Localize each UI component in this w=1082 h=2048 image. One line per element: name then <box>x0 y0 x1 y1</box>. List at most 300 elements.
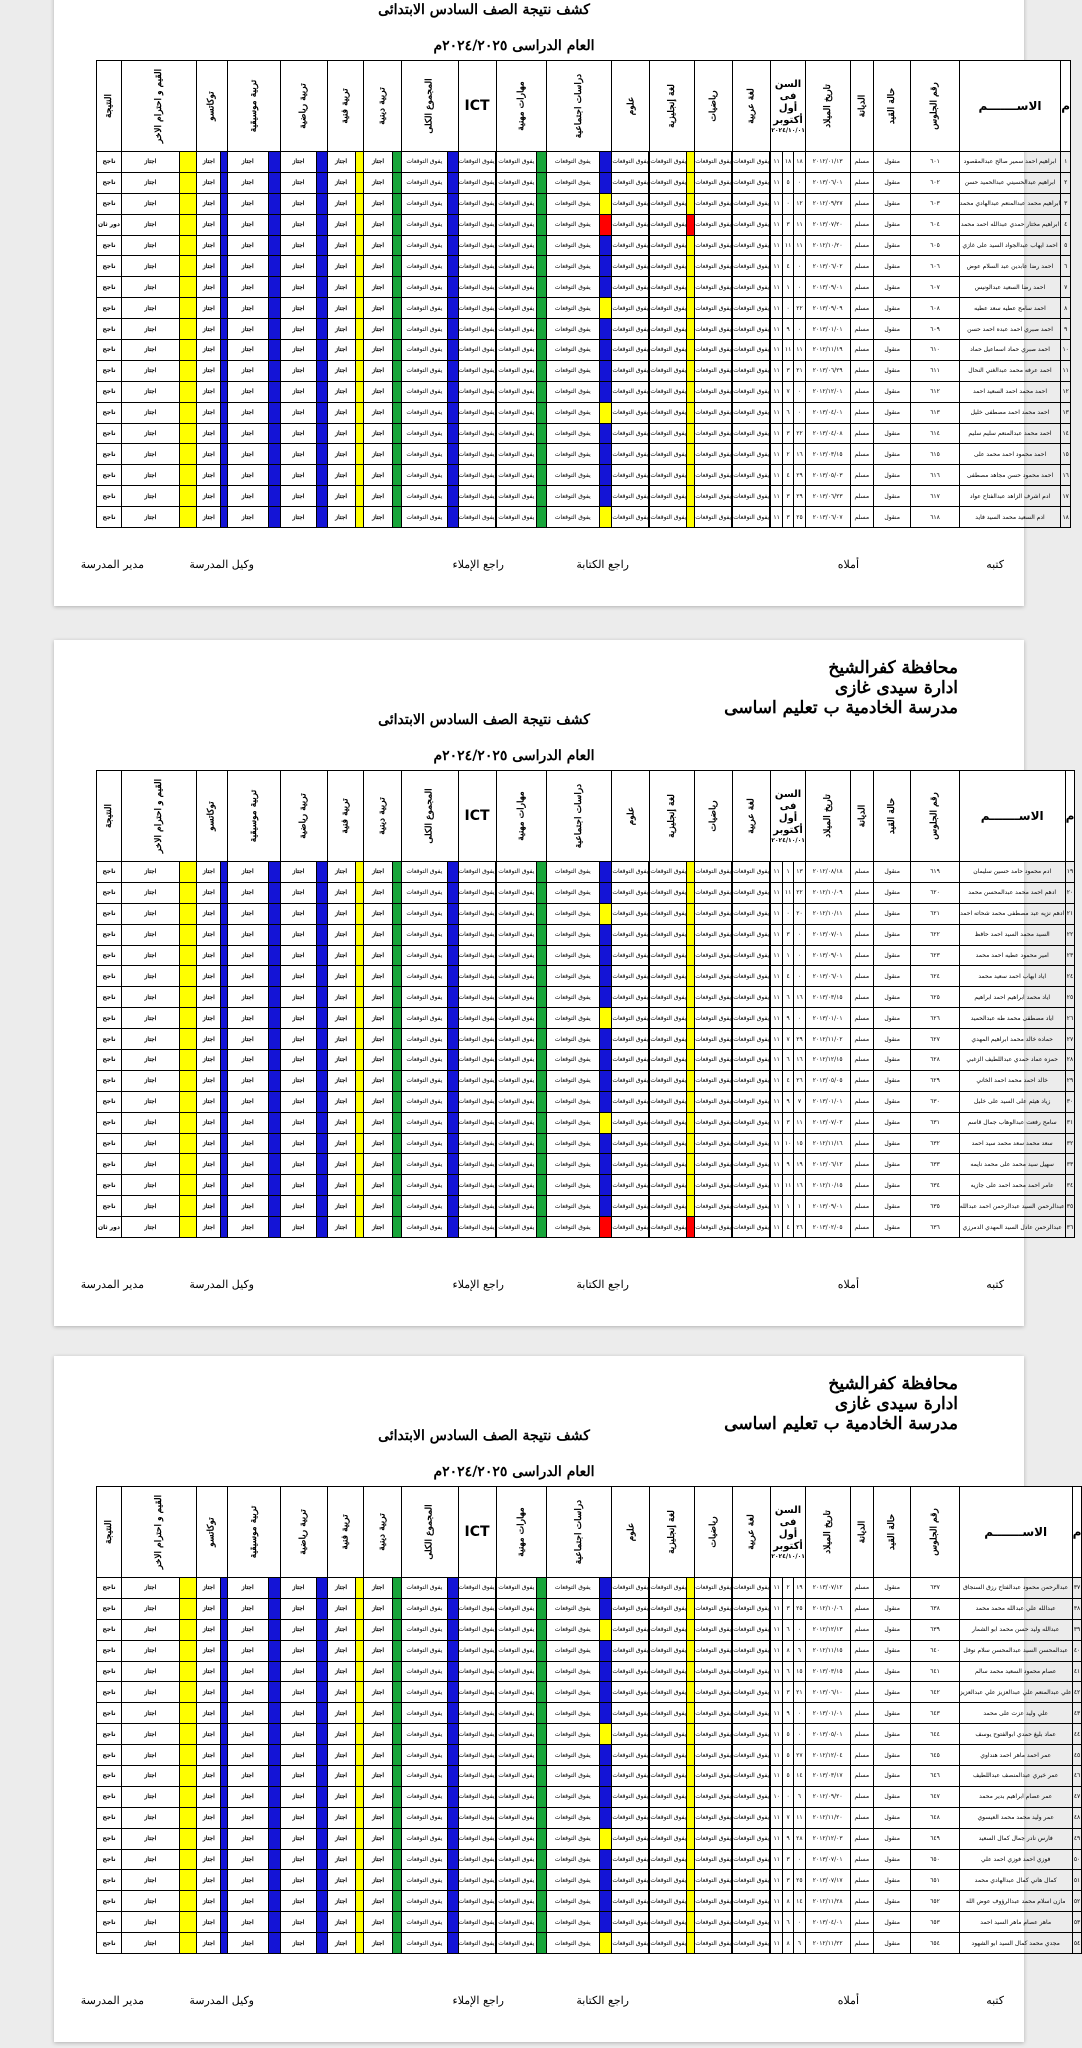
cell-grade-math: يفوق التوقعات <box>695 360 732 381</box>
cell-pass-art: اجتاز <box>327 1112 355 1133</box>
cell-grade-total: يفوق التوقعات <box>402 256 447 277</box>
cell-serial: ١٢ <box>1061 381 1071 402</box>
grade-strip <box>179 1578 196 1599</box>
cell-status: منقول <box>874 1745 911 1766</box>
cell-pass-values: اجتاز <box>122 319 180 340</box>
grade-strip <box>687 1070 695 1091</box>
cell-pass-art: اجتاز <box>327 486 355 507</box>
grade-strip <box>316 1891 327 1912</box>
cell-pass-values: اجتاز <box>122 966 180 987</box>
grade-strip <box>495 1070 496 1091</box>
grade-strip <box>770 1745 771 1766</box>
grade-strip <box>599 924 612 945</box>
cell-grade-science: يفوق التوقعات <box>612 214 649 235</box>
grade-strip <box>495 1175 496 1196</box>
grade-strip <box>268 1703 280 1724</box>
cell-grade-english: يفوق التوقعات <box>650 1050 687 1071</box>
cell-grade-skills: يفوق التوقعات <box>496 402 537 423</box>
col-result: النتيجة <box>97 61 122 152</box>
cell-grade-science: يفوق التوقعات <box>612 1050 649 1071</box>
cell-grade-ict: يفوق التوقعات <box>458 381 495 402</box>
cell-pass-tokatsu: اجتاز <box>197 1828 221 1849</box>
grade-strip <box>495 1724 496 1745</box>
cell-grade-science: يفوق التوقعات <box>612 1175 649 1196</box>
cell-seat: ٦٢٠ <box>911 882 959 903</box>
col-serial: م <box>1072 1487 1082 1578</box>
cell-pass-values: اجتاز <box>122 1619 180 1640</box>
grade-strip <box>316 862 327 883</box>
cell-status: منقول <box>874 214 911 235</box>
cell-grade-english: يفوق التوقعات <box>650 172 687 193</box>
cell-birth: ٢٠١٢/١٢/٠١ <box>805 381 850 402</box>
cell-birth: ٢٠١٣/٠٩/٠١ <box>805 945 850 966</box>
grade-strip <box>179 1217 196 1238</box>
cell-grade-english: يفوق التوقعات <box>650 1703 687 1724</box>
col-tokatsu: توكاتسو <box>197 771 227 862</box>
grade-strip <box>316 1870 327 1891</box>
cell-age-years: ١١ <box>771 1933 783 1954</box>
cell-grade-total: يفوق التوقعات <box>402 966 447 987</box>
cell-status: منقول <box>874 423 911 444</box>
cell-grade-science: يفوق التوقعات <box>612 1598 649 1619</box>
grade-strip <box>268 924 280 945</box>
cell-pass-religious: اجتاز <box>363 1070 393 1091</box>
cell-grade-arabic: يفوق التوقعات <box>733 152 770 173</box>
grade-strip <box>770 360 771 381</box>
grade-strip <box>599 235 612 256</box>
cell-name: ابراهيم محمد عبدالمنعم عبدالهادي محمد <box>959 193 1061 214</box>
cell-age-years: ١١ <box>771 1703 783 1724</box>
grade-strip <box>355 882 363 903</box>
grade-strip <box>179 1933 196 1954</box>
cell-grade-skills: يفوق التوقعات <box>496 444 537 465</box>
grade-strip <box>537 862 547 883</box>
footer-dictation-review: راجع الإملاء <box>452 558 504 571</box>
cell-serial: ٧ <box>1061 277 1071 298</box>
grade-strip <box>221 945 227 966</box>
cell-grade-arabic: يفوق التوقعات <box>733 1112 770 1133</box>
grade-strip <box>495 1029 496 1050</box>
cell-pass-sport: اجتاز <box>281 1912 317 1933</box>
cell-name: احمد سامح عطيه سعد عطيه <box>959 298 1061 319</box>
table-row <box>97 1682 1082 1703</box>
cell-grade-math: يفوق التوقعات <box>695 1091 732 1112</box>
cell-serial: ٤٠ <box>1072 1640 1082 1661</box>
cell-grade-ict: يفوق التوقعات <box>458 1724 495 1745</box>
grade-strip <box>537 1870 547 1891</box>
grade-strip <box>495 193 496 214</box>
grade-strip <box>447 402 458 423</box>
cell-grade-science: يفوق التوقعات <box>612 298 649 319</box>
grade-strip <box>316 235 327 256</box>
cell-age-days: ١١ <box>794 235 806 256</box>
cell-grade-arabic: يفوق التوقعات <box>733 381 770 402</box>
cell-religion: مسلم <box>850 1133 874 1154</box>
cell-grade-math: يفوق التوقعات <box>695 1807 732 1828</box>
grade-strip <box>316 1154 327 1175</box>
cell-pass-religious: اجتاز <box>363 507 393 528</box>
cell-grade-ict: يفوق التوقعات <box>458 924 495 945</box>
cell-grade-total: يفوق التوقعات <box>402 1933 447 1954</box>
cell-grade-arabic: يفوق التوقعات <box>733 1091 770 1112</box>
cell-grade-total: يفوق التوقعات <box>402 1217 447 1238</box>
cell-grade-social: يفوق التوقعات <box>546 402 599 423</box>
cell-status: منقول <box>874 1217 911 1238</box>
col-values: القيم و احترام الاخر <box>122 1487 197 1578</box>
cell-grade-ict: يفوق التوقعات <box>458 402 495 423</box>
cell-serial: ١١ <box>1061 360 1071 381</box>
cell-age-months: ٣ <box>783 486 794 507</box>
cell-pass-tokatsu: اجتاز <box>197 319 221 340</box>
cell-grade-math: يفوق التوقعات <box>695 1661 732 1682</box>
cell-seat: ٦٤٦ <box>911 1766 959 1787</box>
grade-strip <box>268 1578 280 1599</box>
cell-grade-english: يفوق التوقعات <box>650 423 687 444</box>
cell-grade-science: يفوق التوقعات <box>612 1578 649 1599</box>
cell-grade-science: يفوق التوقعات <box>612 507 649 528</box>
grade-strip <box>221 1578 227 1599</box>
footer-writing-review: راجع الكتابة <box>576 1278 629 1291</box>
cell-age-days: ١٦ <box>794 1050 806 1071</box>
grade-strip <box>179 924 196 945</box>
cell-seat: ٦٠٢ <box>911 172 959 193</box>
cell-grade-total: يفوق التوقعات <box>402 340 447 361</box>
cell-grade-total: يفوق التوقعات <box>402 1196 447 1217</box>
grade-strip <box>687 486 695 507</box>
cell-grade-science: يفوق التوقعات <box>612 1891 649 1912</box>
cell-pass-tokatsu: اجتاز <box>197 1682 221 1703</box>
cell-seat: ٦٠٤ <box>911 214 959 235</box>
cell-grade-total: يفوق التوقعات <box>402 360 447 381</box>
grade-strip <box>268 1154 280 1175</box>
cell-pass-art: اجتاز <box>327 1217 355 1238</box>
cell-birth: ٢٠١٣/٠١/٠١ <box>805 1008 850 1029</box>
grade-strip <box>316 193 327 214</box>
cell-age-months: ٤ <box>783 256 794 277</box>
cell-birth: ٢٠١٣/٠٤/٠١ <box>805 402 850 423</box>
cell-grade-science: يفوق التوقعات <box>612 1703 649 1724</box>
cell-result: دور ثان <box>97 214 122 235</box>
cell-religion: مسلم <box>850 1154 874 1175</box>
cell-grade-ict: يفوق التوقعات <box>458 298 495 319</box>
cell-grade-skills: يفوق التوقعات <box>496 1682 537 1703</box>
grade-strip <box>268 193 280 214</box>
cell-grade-math: يفوق التوقعات <box>695 966 732 987</box>
cell-birth: ٢٠١٢/١٢/١٥ <box>805 1050 850 1071</box>
cell-result: ناجح <box>97 172 122 193</box>
cell-age-days: ١ <box>794 1196 806 1217</box>
cell-pass-tokatsu: اجتاز <box>197 486 221 507</box>
grade-strip <box>495 1891 496 1912</box>
cell-age-months: ٥ <box>783 1745 794 1766</box>
col-music: تربية موسيقية <box>227 1487 280 1578</box>
col-skills: مهارات مهنية <box>496 1487 546 1578</box>
cell-pass-music: اجتاز <box>227 1598 268 1619</box>
cell-grade-science: يفوق التوقعات <box>612 1807 649 1828</box>
grade-strip <box>355 1828 363 1849</box>
grade-strip <box>447 298 458 319</box>
cell-name: سهيل سيد محمد على محمد نايمه <box>959 1154 1065 1175</box>
cell-grade-math: يفوق التوقعات <box>695 256 732 277</box>
cell-birth: ٢٠١٣/٠٦/٠١ <box>805 966 850 987</box>
grade-strip <box>599 256 612 277</box>
cell-age-months: ٣ <box>783 360 794 381</box>
cell-result: ناجح <box>97 152 122 173</box>
cell-age-years: ١١ <box>771 1070 783 1091</box>
cell-seat: ٦٣٢ <box>911 1133 959 1154</box>
grade-strip <box>447 1050 458 1071</box>
cell-age-years: ١١ <box>771 903 783 924</box>
grade-strip <box>599 172 612 193</box>
cell-religion: مسلم <box>850 235 874 256</box>
cell-age-months: ١١ <box>783 235 794 256</box>
cell-seat: ٦٤٥ <box>911 1745 959 1766</box>
cell-birth: ٢٠١٣/٠٩/٠٩ <box>805 298 850 319</box>
grade-strip <box>221 924 227 945</box>
grade-strip <box>687 1745 695 1766</box>
cell-grade-social: يفوق التوقعات <box>546 945 599 966</box>
cell-pass-art: اجتاز <box>327 1578 355 1599</box>
table-row <box>97 507 1071 528</box>
cell-age-years: ١١ <box>771 1766 783 1787</box>
cell-religion: مسلم <box>850 507 874 528</box>
cell-name: احمد عرفه محمد عبدالغني النحال <box>959 360 1061 381</box>
grade-strip <box>687 1133 695 1154</box>
grade-strip <box>770 1933 771 1954</box>
cell-grade-english: يفوق التوقعات <box>650 277 687 298</box>
grade-strip <box>316 381 327 402</box>
cell-religion: مسلم <box>850 465 874 486</box>
cell-seat: ٦٤٢ <box>911 1682 959 1703</box>
footer-writer: كتبه <box>986 558 1004 571</box>
cell-grade-arabic: يفوق التوقعات <box>733 193 770 214</box>
grade-strip <box>268 340 280 361</box>
cell-grade-skills: يفوق التوقعات <box>496 1891 537 1912</box>
cell-seat: ٦٥٤ <box>911 1933 959 1954</box>
cell-grade-social: يفوق التوقعات <box>546 1703 599 1724</box>
cell-serial: ٢٨ <box>1065 1050 1075 1071</box>
cell-grade-math: يفوق التوقعات <box>695 277 732 298</box>
cell-pass-music: اجتاز <box>227 1661 268 1682</box>
grade-strip <box>393 507 402 528</box>
cell-grade-social: يفوق التوقعات <box>546 1029 599 1050</box>
cell-grade-arabic: يفوق التوقعات <box>733 1217 770 1238</box>
cell-result: ناجح <box>97 1578 122 1599</box>
cell-grade-math: يفوق التوقعات <box>695 1849 732 1870</box>
cell-grade-ict: يفوق التوقعات <box>458 1682 495 1703</box>
grade-strip <box>221 360 227 381</box>
cell-grade-english: يفوق التوقعات <box>650 987 687 1008</box>
cell-pass-music: اجتاز <box>227 1050 268 1071</box>
grade-strip <box>447 966 458 987</box>
grade-strip <box>599 1196 612 1217</box>
cell-pass-art: اجتاز <box>327 924 355 945</box>
cell-result: ناجح <box>97 1175 122 1196</box>
grade-strip <box>268 945 280 966</box>
cell-age-months: ٣ <box>783 924 794 945</box>
cell-grade-english: يفوق التوقعات <box>650 1912 687 1933</box>
col-religious: تربية دينية <box>363 771 401 862</box>
cell-seat: ٦١٧ <box>911 486 959 507</box>
col-age: السن فى أول أكتوبر ٢٠٢٤/١٠/٠١ <box>771 771 806 862</box>
cell-pass-art: اجتاز <box>327 298 355 319</box>
cell-grade-english: يفوق التوقعات <box>650 903 687 924</box>
grade-strip <box>179 1870 196 1891</box>
cell-status: منقول <box>874 1828 911 1849</box>
cell-age-years: ١١ <box>771 987 783 1008</box>
cell-grade-ict: يفوق التوقعات <box>458 277 495 298</box>
cell-grade-math: يفوق التوقعات <box>695 319 732 340</box>
cell-pass-art: اجتاز <box>327 340 355 361</box>
cell-grade-english: يفوق التوقعات <box>650 1091 687 1112</box>
cell-age-years: ١١ <box>771 1008 783 1029</box>
cell-pass-sport: اجتاز <box>281 1175 317 1196</box>
grade-strip <box>221 277 227 298</box>
cell-grade-total: يفوق التوقعات <box>402 1578 447 1599</box>
cell-grade-math: يفوق التوقعات <box>695 193 732 214</box>
grade-strip <box>599 1828 612 1849</box>
cell-religion: مسلم <box>850 277 874 298</box>
grade-strip <box>316 987 327 1008</box>
cell-pass-religious: اجتاز <box>363 486 393 507</box>
cell-grade-skills: يفوق التوقعات <box>496 486 537 507</box>
cell-pass-art: اجتاز <box>327 360 355 381</box>
cell-pass-art: اجتاز <box>327 465 355 486</box>
cell-birth: ٢٠١٢/٠١/١٣ <box>805 152 850 173</box>
cell-status: منقول <box>874 924 911 945</box>
cell-grade-arabic: يفوق التوقعات <box>733 256 770 277</box>
grade-strip <box>687 1598 695 1619</box>
grade-strip <box>221 1070 227 1091</box>
cell-age-days: ٧ <box>794 1091 806 1112</box>
cell-grade-english: يفوق التوقعات <box>650 1745 687 1766</box>
grade-strip <box>599 340 612 361</box>
cell-result: ناجح <box>97 1766 122 1787</box>
table-row <box>97 882 1075 903</box>
cell-pass-religious: اجتاز <box>363 1050 393 1071</box>
cell-seat: ٦٣٥ <box>911 1196 959 1217</box>
cell-pass-religious: اجتاز <box>363 903 393 924</box>
cell-age-months: ٥ <box>783 172 794 193</box>
cell-pass-art: اجتاز <box>327 1912 355 1933</box>
grade-strip <box>179 1828 196 1849</box>
cell-age-days: ٦ <box>793 1640 805 1661</box>
cell-grade-science: يفوق التوقعات <box>612 1008 649 1029</box>
grade-strip <box>316 1912 327 1933</box>
grade-strip <box>687 882 695 903</box>
grade-strip <box>316 465 327 486</box>
grade-strip <box>447 1196 458 1217</box>
cell-seat: ٦٠٥ <box>911 235 959 256</box>
cell-status: منقول <box>874 1619 911 1640</box>
table-row <box>97 1849 1082 1870</box>
cell-grade-social: يفوق التوقعات <box>546 1008 599 1029</box>
grade-strip <box>179 1154 196 1175</box>
cell-seat: ٦٥١ <box>911 1870 959 1891</box>
footer-writer: كتبه <box>986 1278 1004 1291</box>
grade-strip <box>770 1050 771 1071</box>
grade-strip <box>599 298 612 319</box>
grade-strip <box>770 1640 771 1661</box>
cell-religion: مسلم <box>850 214 874 235</box>
cell-pass-sport: اجتاز <box>281 1849 317 1870</box>
cell-birth: ٢٠١٣/٠٥/٠٥ <box>805 1070 850 1091</box>
cell-birth: ٢٠١٣/٠٩/٠١ <box>805 1196 850 1217</box>
cell-status: منقول <box>874 256 911 277</box>
cell-pass-values: اجتاز <box>122 172 180 193</box>
grade-strip <box>495 966 496 987</box>
grade-strip <box>447 193 458 214</box>
cell-grade-social: يفوق التوقعات <box>546 444 599 465</box>
cell-status: منقول <box>874 507 911 528</box>
cell-status: منقول <box>874 862 911 883</box>
cell-grade-math: يفوق التوقعات <box>695 1112 732 1133</box>
cell-status: منقول <box>874 1682 911 1703</box>
cell-grade-social: يفوق التوقعات <box>546 862 599 883</box>
col-english: لغة إنجليزية <box>650 1487 695 1578</box>
grade-strip <box>355 319 363 340</box>
grade-strip <box>537 1724 547 1745</box>
cell-grade-science: يفوق التوقعات <box>612 465 649 486</box>
cell-religion: مسلم <box>850 1050 874 1071</box>
grade-strip <box>221 1598 227 1619</box>
cell-grade-english: يفوق التوقعات <box>650 1154 687 1175</box>
cell-age-months: ١ <box>783 277 794 298</box>
cell-status: منقول <box>874 1891 911 1912</box>
cell-result: ناجح <box>97 924 122 945</box>
grade-strip <box>221 1640 227 1661</box>
cell-grade-total: يفوق التوقعات <box>402 319 447 340</box>
cell-name: علي عبدالمنعم علي عبدالعزيز علي عبدالعزيز <box>959 1682 1072 1703</box>
cell-pass-religious: اجتاز <box>363 1008 393 1029</box>
cell-grade-arabic: يفوق التوقعات <box>733 1661 770 1682</box>
cell-birth: ٢٠١٣/٠٢/٠٥ <box>805 1217 850 1238</box>
cell-age-years: ١١ <box>771 172 783 193</box>
header-school: مدرسة الخادمية ب تعليم اساسى <box>724 698 958 718</box>
grade-strip <box>537 987 547 1008</box>
cell-pass-sport: اجتاز <box>281 1891 317 1912</box>
grade-strip <box>221 1724 227 1745</box>
grade-strip <box>495 465 496 486</box>
grade-strip <box>393 945 402 966</box>
grade-strip <box>393 298 402 319</box>
cell-religion: مسلم <box>850 1828 874 1849</box>
grade-strip <box>447 924 458 945</box>
grade-strip <box>599 1724 612 1745</box>
cell-age-years: ١١ <box>771 277 783 298</box>
grade-strip <box>537 319 547 340</box>
cell-status: منقول <box>874 1133 911 1154</box>
cell-grade-social: يفوق التوقعات <box>546 1175 599 1196</box>
cell-grade-social: يفوق التوقعات <box>546 1786 599 1807</box>
table-row <box>97 172 1071 193</box>
cell-grade-arabic: يفوق التوقعات <box>733 1619 770 1640</box>
cell-grade-math: يفوق التوقعات <box>695 1598 732 1619</box>
cell-pass-tokatsu: اجتاز <box>197 507 221 528</box>
cell-pass-values: اجتاز <box>122 1745 180 1766</box>
cell-pass-music: اجتاز <box>227 1933 268 1954</box>
grade-strip <box>179 1091 196 1112</box>
table-row <box>97 1154 1075 1175</box>
grade-strip <box>447 1933 458 1954</box>
grade-strip <box>393 1828 402 1849</box>
cell-age-days: ٠ <box>793 1849 805 1870</box>
grade-strip <box>221 987 227 1008</box>
cell-religion: مسلم <box>850 1682 874 1703</box>
grade-strip <box>179 193 196 214</box>
cell-pass-sport: اجتاز <box>281 1933 317 1954</box>
cell-seat: ٦٠٧ <box>911 277 959 298</box>
